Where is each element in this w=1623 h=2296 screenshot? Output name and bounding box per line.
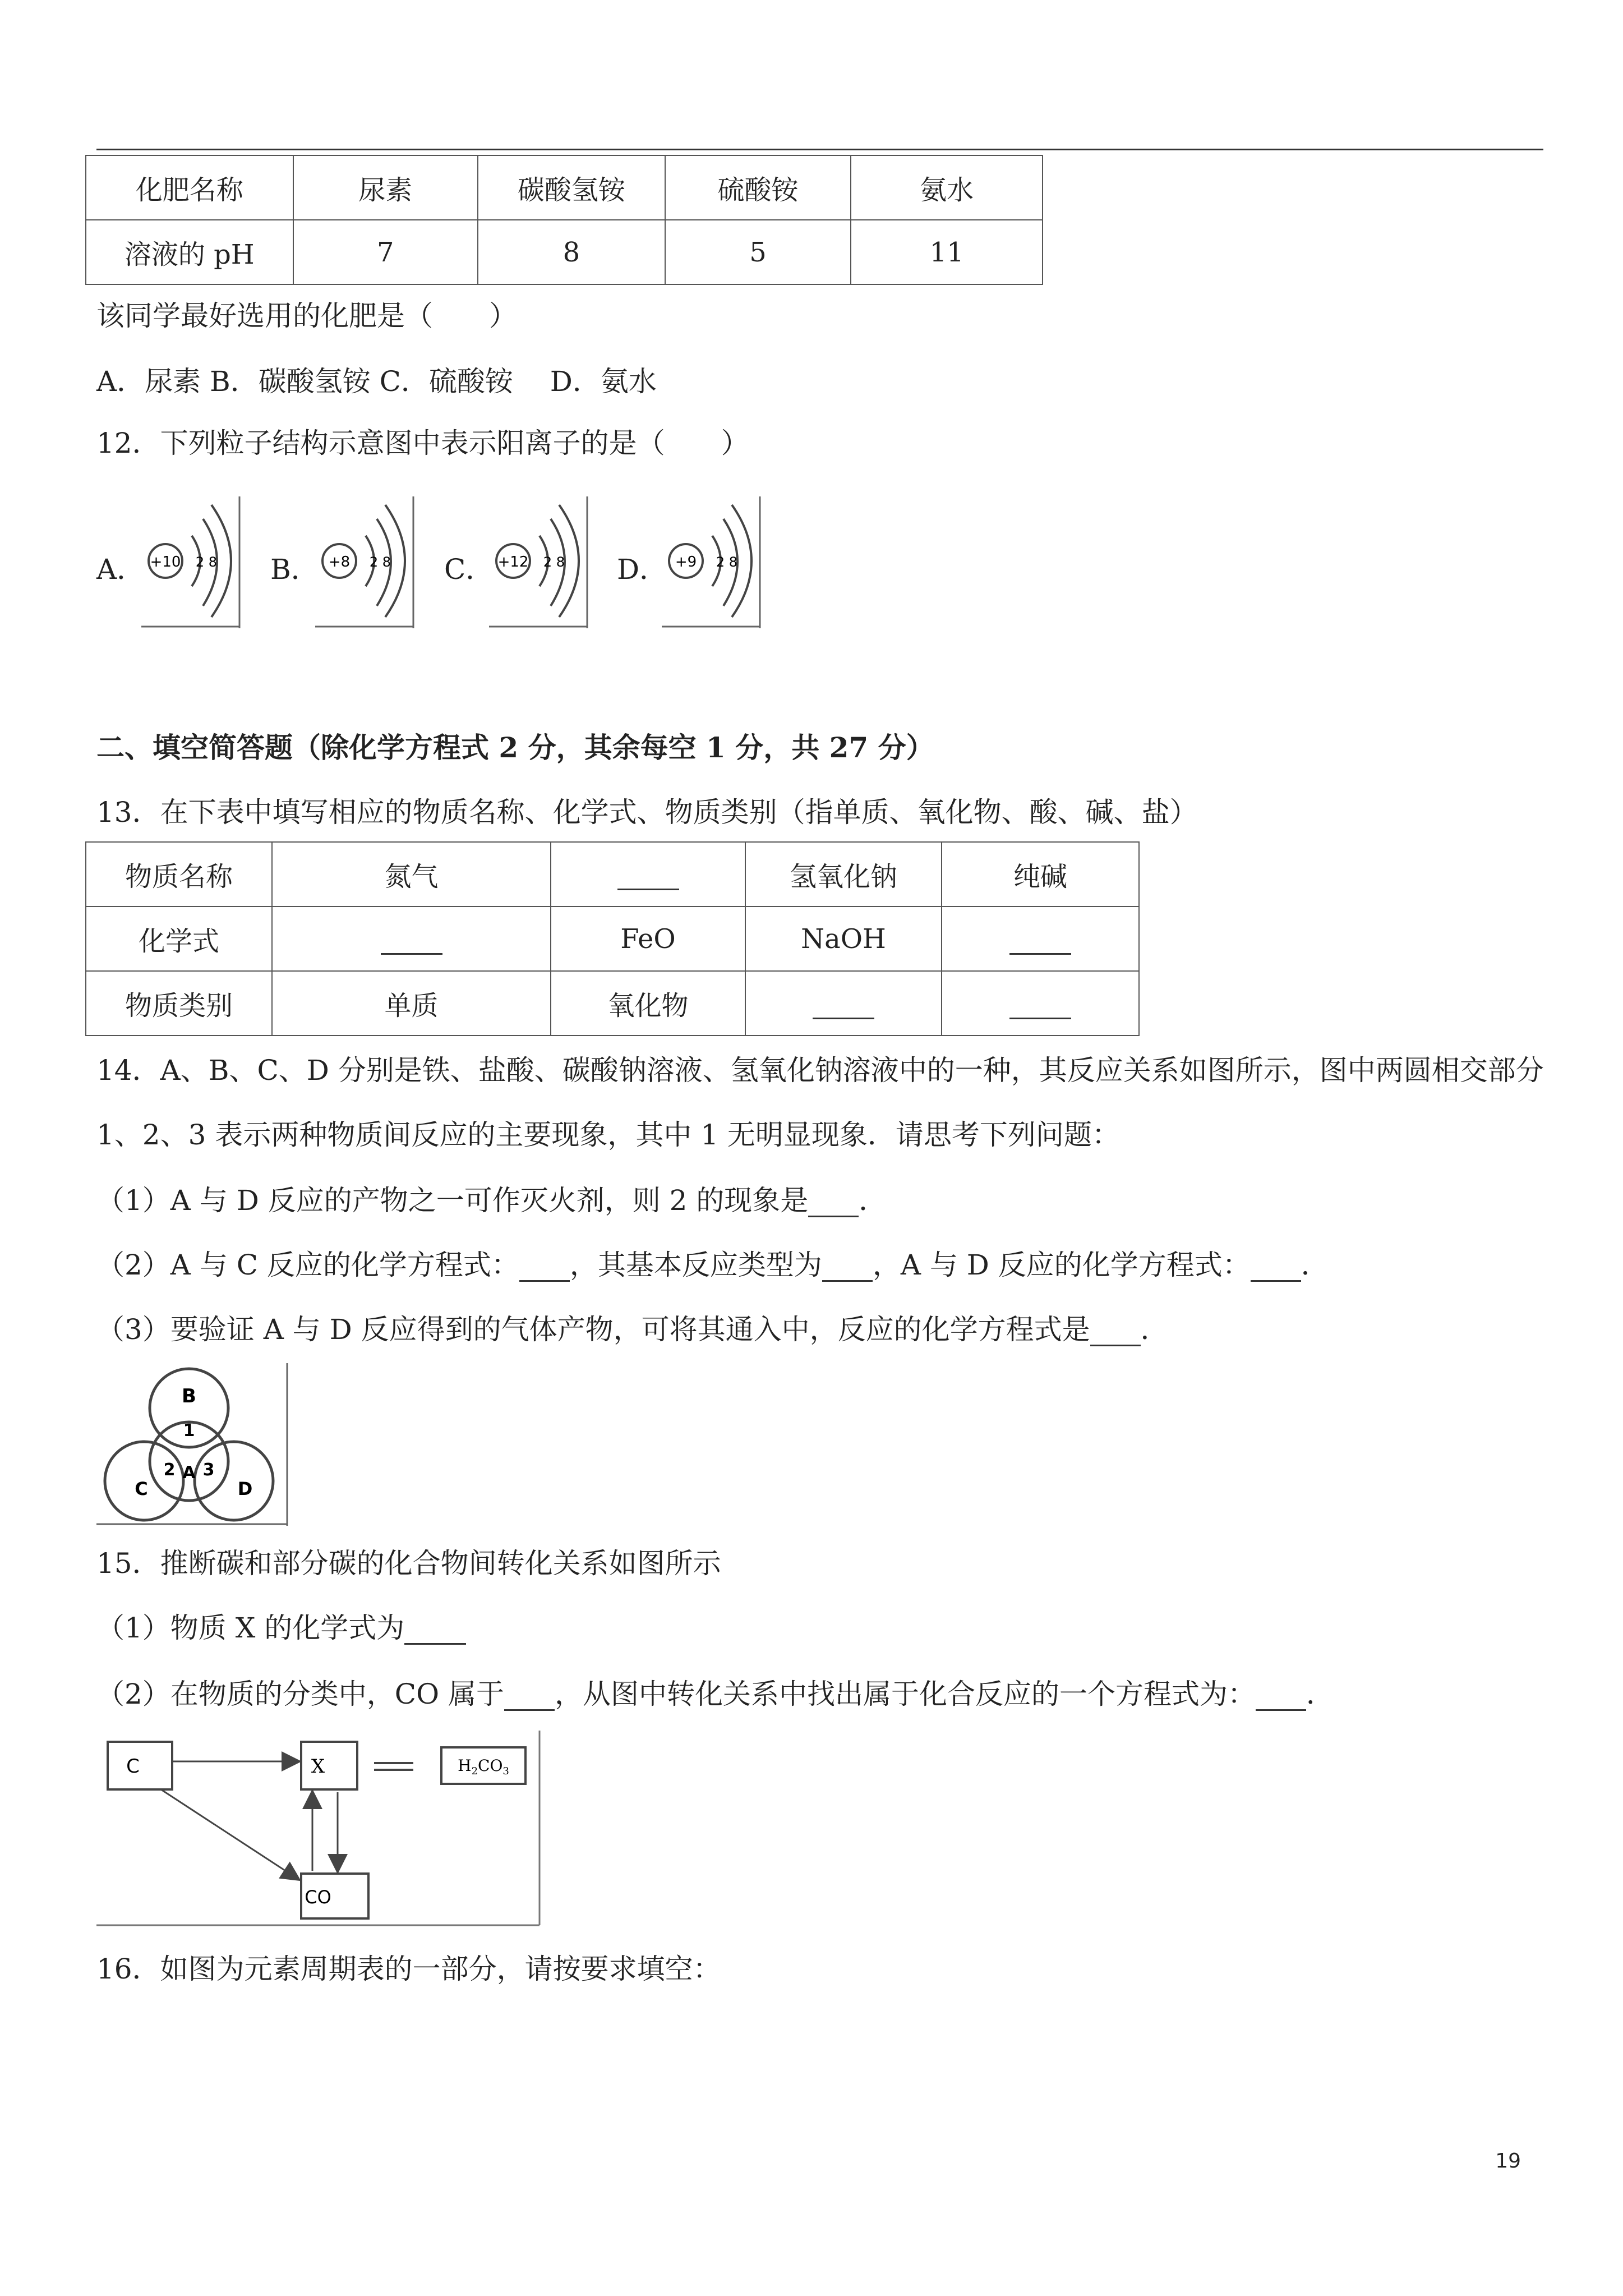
table-cell: FeO	[551, 907, 745, 971]
q13-stem: 13．在下表中填写相应的物质名称、化学式、物质类别（指单质、氧化物、酸、碱、盐）	[96, 796, 1198, 829]
q12-option-d-label: D．	[617, 553, 668, 586]
blank[interactable]	[1090, 1319, 1141, 1346]
table-cell: 化肥名称	[86, 155, 293, 220]
q14-part1	[96, 1184, 887, 1217]
venn-label-1: 1	[183, 1421, 195, 1441]
q12-stem: 12．下列粒子结构示意图中表示阳离子的是（ ）	[96, 427, 749, 459]
venn-label-d: D	[237, 1478, 253, 1499]
venn-diagram	[96, 1363, 290, 1526]
table-cell: 尿素	[293, 155, 478, 220]
blank[interactable]	[617, 863, 679, 890]
substance-formula-row	[86, 907, 1139, 971]
q14-part1-end: ．	[859, 1184, 887, 1217]
table-cell	[942, 907, 1139, 971]
table-cell: 氨水	[851, 155, 1043, 220]
q14-part3-end: ．	[1140, 1313, 1169, 1346]
q14-part1-text: （1）A 与 D 反应的产物之一可作灭火剂，则 2 的现象是	[96, 1184, 809, 1217]
table-cell	[272, 907, 551, 971]
blank[interactable]	[813, 992, 874, 1019]
table-cell: 硫酸铵	[665, 155, 851, 220]
substance-table	[85, 841, 1140, 1036]
table-cell: NaOH	[745, 907, 942, 971]
table-cell: 8	[478, 220, 665, 284]
blank[interactable]	[822, 1254, 873, 1282]
q14-part3	[96, 1313, 1169, 1346]
atom-diagram-a	[141, 496, 242, 628]
shell-electrons-d: 2 8	[716, 554, 738, 570]
table-cell: 氢氧化钠	[745, 842, 942, 907]
nucleus-charge-b: +8	[328, 554, 351, 570]
fertilizer-header-row	[86, 155, 1043, 220]
node-x: X	[311, 1755, 325, 1778]
venn-label-a: A	[182, 1463, 196, 1483]
shell-electrons-a: 2 8	[195, 554, 218, 570]
atom-diagram-b	[315, 496, 416, 628]
blank[interactable]	[504, 1683, 555, 1711]
carbon-conversion-diagram	[96, 1731, 545, 1927]
q15-part1-text: （1）物质 X 的化学式为	[96, 1612, 405, 1644]
fertilizer-table	[85, 155, 1043, 285]
table-cell: 溶液的 pH	[86, 220, 293, 284]
nucleus-charge-c: +12	[497, 554, 529, 570]
q14-part2	[96, 1248, 1329, 1282]
q11-options: A．尿素 B．碳酸氢铵 C．硫酸铵 D．氨水	[96, 365, 657, 398]
blank[interactable]	[1009, 927, 1071, 955]
substance-category-row	[86, 971, 1139, 1036]
q16-stem: 16．如图为元素周期表的一部分，请按要求填空：	[96, 1953, 721, 1985]
nucleus-charge-a: +10	[150, 554, 181, 570]
header-rule	[96, 149, 1543, 150]
q14-part3-text: （3）要验证 A 与 D 反应得到的气体产物，可将其通入中，反应的化学方程式是	[96, 1313, 1090, 1346]
table-cell	[551, 842, 745, 907]
table-cell	[942, 971, 1139, 1036]
substance-name-row	[86, 842, 1139, 907]
q15-part2-end: ．	[1306, 1678, 1334, 1710]
section-2-title: 二、填空简答题（除化学方程式 2 分，其余每空 1 分，共 27 分）	[96, 731, 934, 764]
blank[interactable]	[1009, 992, 1071, 1019]
venn-label-b: B	[182, 1385, 196, 1407]
q14-part2-end: ．	[1301, 1249, 1329, 1281]
blank[interactable]	[519, 1254, 570, 1282]
nucleus-charge-d: +9	[675, 554, 697, 570]
table-cell: 氧化物	[551, 971, 745, 1036]
venn-label-c: C	[135, 1478, 148, 1499]
q12-option-c-label: C．	[444, 553, 494, 586]
table-cell: 物质类别	[86, 971, 272, 1036]
table-cell	[745, 971, 942, 1036]
table-cell: 单质	[272, 971, 551, 1036]
blank[interactable]	[1251, 1254, 1301, 1282]
blank[interactable]	[1256, 1683, 1306, 1711]
venn-label-3: 3	[202, 1460, 215, 1480]
table-cell: 氮气	[272, 842, 551, 907]
q14-part2-text-c: ，A 与 D 反应的化学方程式：	[872, 1249, 1251, 1281]
table-cell: 碳酸氢铵	[478, 155, 665, 220]
atom-diagram-c	[489, 496, 590, 628]
table-cell: 11	[851, 220, 1043, 284]
blank[interactable]	[404, 1617, 466, 1645]
node-h2co3: $H_2CO_3$	[458, 1756, 509, 1777]
blank[interactable]	[808, 1190, 859, 1217]
q15-part2-text-a: （2）在物质的分类中，CO 属于	[96, 1678, 504, 1710]
q15-part1	[96, 1611, 466, 1645]
q11-stem: 该同学最好选用的化肥是（ ）	[96, 300, 517, 332]
node-co: CO	[305, 1887, 331, 1908]
q15-stem: 15．推断碳和部分碳的化合物间转化关系如图所示	[96, 1547, 721, 1580]
atom-diagram-d	[662, 496, 763, 628]
venn-label-2: 2	[163, 1460, 176, 1480]
q14-line2: 1、2、3 表示两种物质间反应的主要现象，其中 1 无明显现象．请思考下列问题：	[96, 1119, 1120, 1151]
q12-option-a-label: A．	[96, 553, 145, 586]
q14-part2-text-a: （2）A 与 C 反应的化学方程式：	[96, 1249, 519, 1281]
table-cell: 5	[665, 220, 851, 284]
blank[interactable]	[381, 927, 442, 955]
shell-electrons-b: 2 8	[369, 554, 391, 570]
fertilizer-ph-row	[86, 220, 1043, 284]
q12-option-b-label: B．	[270, 553, 319, 586]
table-cell: 纯碱	[942, 842, 1139, 907]
table-cell: 物质名称	[86, 842, 272, 907]
q14-line1: 14．A、B、C、D 分别是铁、盐酸、碳酸钠溶液、氢氧化钠溶液中的一种，其反应关系如图所示，图中两圆相交部分	[96, 1054, 1544, 1087]
table-cell: 7	[293, 220, 478, 284]
q15-part2-text-b: ，从图中转化关系中找出属于化合反应的一个方程式为：	[554, 1678, 1256, 1710]
node-c: C	[126, 1755, 140, 1778]
q15-part2	[96, 1677, 1334, 1711]
page-number: 19	[1495, 2150, 1521, 2173]
table-cell: 化学式	[86, 907, 272, 971]
q14-part2-text-b: ，其基本反应类型为	[569, 1249, 822, 1281]
shell-electrons-c: 2 8	[543, 554, 565, 570]
